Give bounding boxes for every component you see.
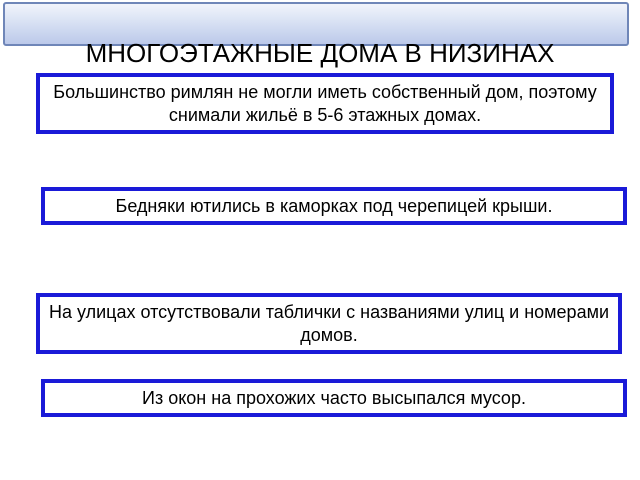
- fact-box-street-signs: [36, 293, 622, 354]
- fact-box-garbage: [41, 379, 627, 417]
- fact-text-poor-attics: Бедняки ютились в каморках под черепицей крыши.: [115, 195, 553, 216]
- fact-text-garbage: Из окон на прохожих часто высыпался мусор.: [142, 387, 526, 408]
- fact-text-renting: Большинство римлян не могли иметь собственный дом, поэтому снимали жильё в 5-6 этажных домах.: [53, 81, 597, 125]
- fact-box-renting: [36, 73, 614, 134]
- fact-text-street-signs: На улицах отсутствовали таблички с названиями улиц и номерами домов.: [48, 301, 610, 345]
- slide-title: МНОГОЭТАЖНЫЕ ДОМА В НИЗИНАХ: [85, 38, 555, 68]
- fact-box-poor-attics: [41, 187, 627, 225]
